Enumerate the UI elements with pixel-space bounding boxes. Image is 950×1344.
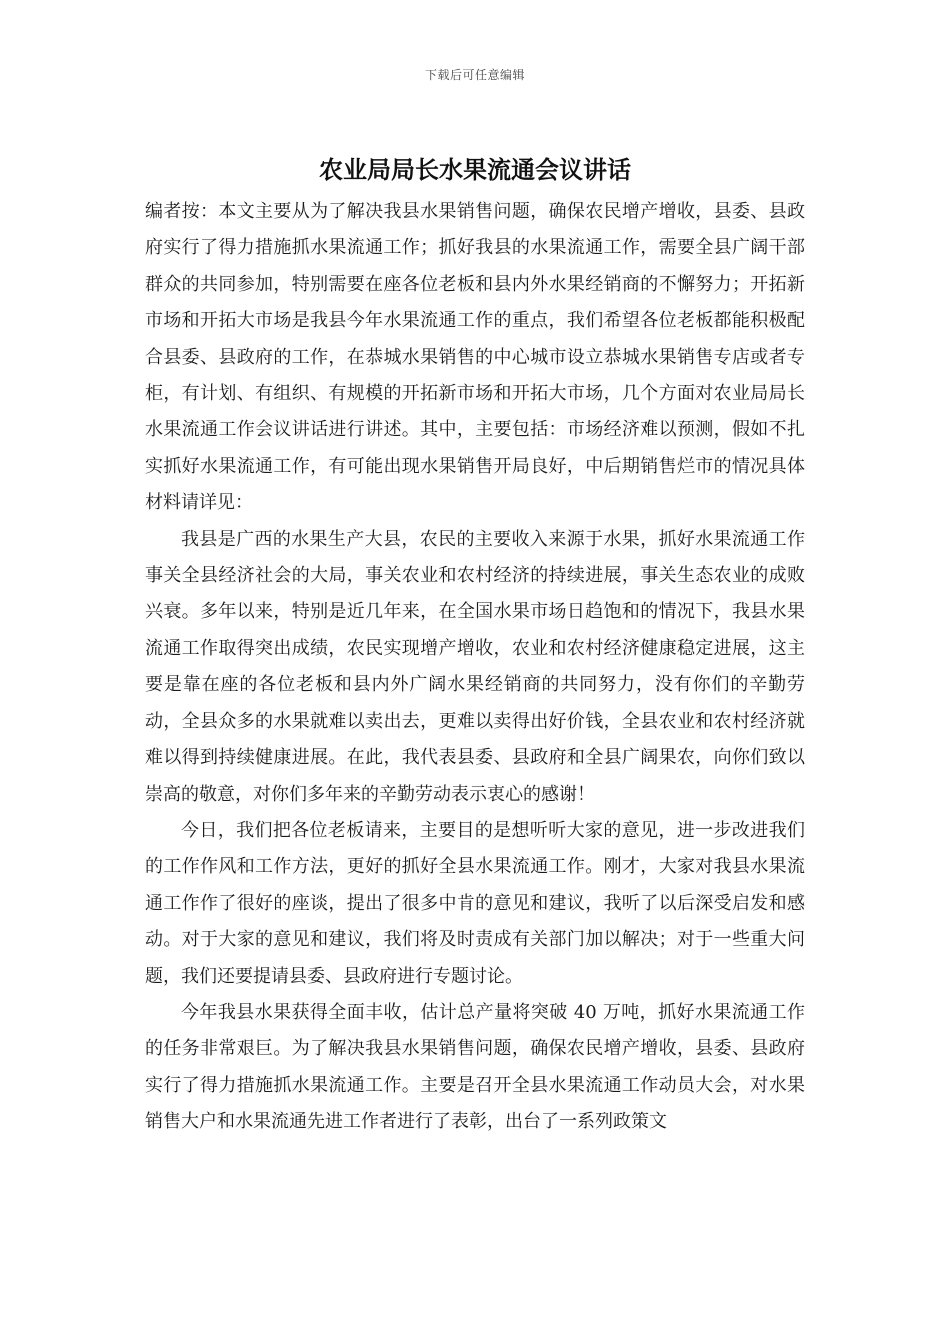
document-body: [145, 194, 805, 1141]
body-paragraph: 今年我县水果获得全面丰收，估计总产量将突破 40 万吨，抓好水果流通工作的任务非常艰巨。为了解决我县水果销售问题，确保农民增产增收，县委、县政府实行了得力措施抓水果流通工作。主要是召开全县水果流通工作动员大会，对水果销售大户和水果流通先进工作者进行了表彰，出台了一系列政策文: [145, 1001, 805, 1133]
body-paragraph: 今日，我们把各位老板请来，主要目的是想听听大家的意见，进一步改进我们的工作作风和工作方法，更好的抓好全县水果流通工作。刚才，大家对我县水果流通工作作了很好的座谈，提出了很多中肯的意见和建议，我听了以后深受启发和感动。对于大家的意见和建议，我们将及时责成有关部门加以解决；对于一些重大问题，我们还要提请县委、县政府进行专题讨论。: [145, 819, 805, 987]
document-title: 农业局局长水果流通会议讲话: [319, 155, 631, 184]
body-paragraph: 我县是广西的水果生产大县，农民的主要收入来源于水果，抓好水果流通工作事关全县经济社会的大局，事关农业和农村经济的持续进展，事关生态农业的成败兴衰。多年以来，特别是近几年来，在全国水果市场日趋饱和的情况下，我县水果流通工作取得突出成绩，农民实现增产增收，农业和农村经济健康稳定进展，这主要是靠在座的各位老板和县内外广阔水果经销商的共同努力，没有你们的辛勤劳动，全县众多的水果就难以卖出去，更难以卖得出好价钱，全县农业和农村经济就难以得到持续健康进展。在此，我代表县委、县政府和全县广阔果农，向你们致以崇高的敬意，对你们多年来的辛勤劳动表示衷心的感谢！: [145, 528, 805, 805]
page-header-note: 下载后可任意编辑: [424, 68, 525, 82]
editor-note-paragraph: 编者按：本文主要从为了解决我县水果销售问题，确保农民增产增收，县委、县政府实行了得力措施抓水果流通工作；抓好我县的水果流通工作，需要全县广阔干部群众的共同参加，特别需要在座各位老板和县内外水果经销商的不懈努力；开拓新市场和开拓大市场是我县今年水果流通工作的重点，我们希望各位老板都能积极配合县委、县政府的工作，在恭城水果销售的中心城市设立恭城水果销售专店或者专柜，有计划、有组织、有规模的开拓新市场和开拓大市场，几个方面对农业局局长水果流通工作会议讲话进行讲述。其中，主要包括：市场经济难以预测，假如不扎实抓好水果流通工作，有可能出现水果销售开局良好，中后期销售烂市的情况具体材料请详见：: [145, 201, 805, 514]
